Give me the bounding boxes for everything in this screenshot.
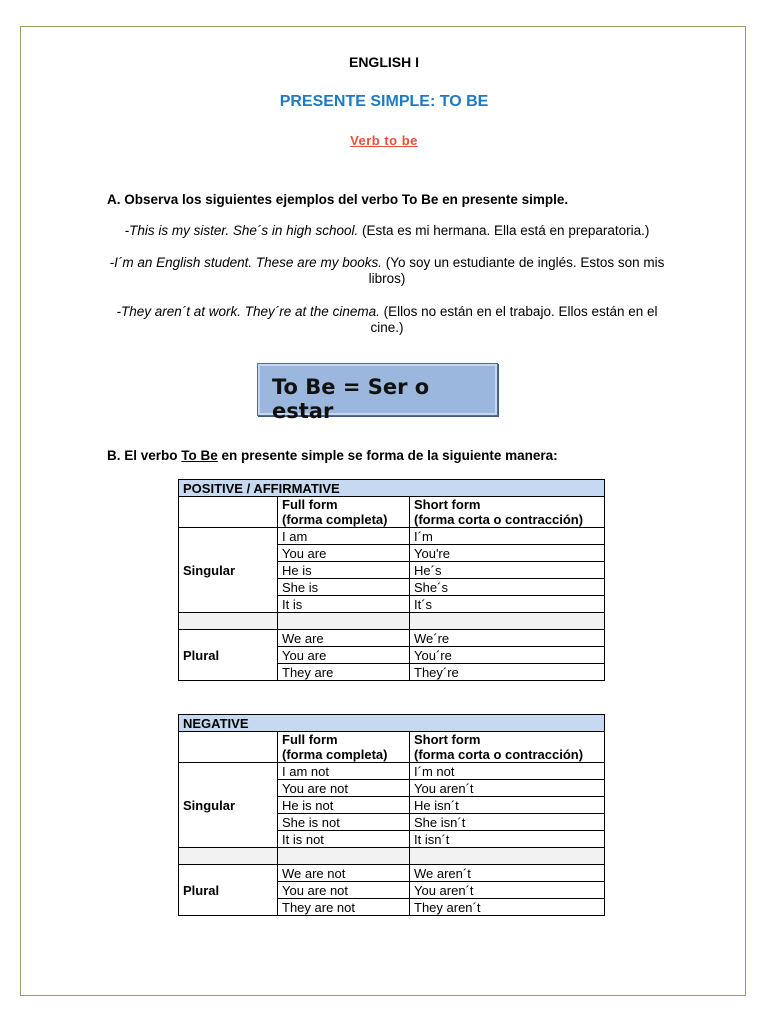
table-row [179,763,605,780]
example-2-english: -I´m an English student. These are my books. [109,255,382,270]
table-cell: They are not [278,899,410,916]
table-cell: I am [278,528,410,545]
table-cell: We are [278,630,410,647]
table-cell: It is [278,596,410,613]
table-cell: It´s [410,596,605,613]
table-row [179,528,605,545]
positive-table [178,479,605,681]
singular-label: Singular [179,763,278,848]
table-cell: They´re [410,664,605,681]
table-cell: They are [278,664,410,681]
table-header-row [179,480,605,497]
table-cell: You are not [278,882,410,899]
table-cell: We are not [278,865,410,882]
page-subtitle: Verb to be [350,133,418,148]
table-cell: I´m [410,528,605,545]
example-3-spanish: (Ellos no están en el trabajo. Ellos están en el cine.) [370,304,658,335]
callout-text: To Be = Ser o estar [272,375,430,423]
singular-label: Singular [179,528,278,613]
section-b-heading [107,448,558,463]
table-cell: It is not [278,831,410,848]
page-title: PRESENTE SIMPLE: TO BE [279,93,489,110]
column-header-row [179,732,605,763]
example-2-spanish: (Yo soy un estudiante de inglés. Estos son mis libros) [368,255,665,286]
full-form-header: Full form (forma completa) [278,497,410,528]
table-cell: She is not [278,814,410,831]
table-cell: You are [278,545,410,562]
spacer-row [179,848,605,865]
example-1 [107,223,667,239]
full-form-header: Full form (forma completa) [278,732,410,763]
table-cell: She´s [410,579,605,596]
table-cell: You aren´t [410,780,605,797]
plural-label: Plural [179,865,278,916]
table-cell: They aren´t [410,899,605,916]
section-b-key: To Be [181,448,218,463]
short-form-header: Short form (forma corta o contracción) [410,497,605,528]
table-cell: I am not [278,763,410,780]
example-2 [107,255,667,287]
table-row [179,630,605,647]
table-title: POSITIVE / AFFIRMATIVE [179,480,605,497]
section-a-heading: A. Observa los siguientes ejemplos del verbo To Be en presente simple. [107,192,569,207]
negative-table [178,714,605,916]
table-cell: He´s [410,562,605,579]
example-1-spanish: (Esta es mi hermana. Ella está en preparatoria.) [358,223,650,238]
table-cell: She isn´t [410,814,605,831]
column-header-row [179,497,605,528]
table-cell: We´re [410,630,605,647]
table-header-row [179,715,605,732]
to-be-callout [257,363,498,423]
table-cell: You are not [278,780,410,797]
table-title: NEGATIVE [179,715,605,732]
table-cell: You´re [410,647,605,664]
plural-label: Plural [179,630,278,681]
section-b-post: en presente simple se forma de la siguiente manera: [217,448,558,463]
example-1-english: -This is my sister. She´s in high school. [124,223,359,238]
table-cell: You are [278,647,410,664]
table-row [179,865,605,882]
section-b-pre: B. El verbo [107,448,182,463]
spacer-row [179,613,605,630]
table-cell: He is not [278,797,410,814]
table-cell: We aren´t [410,865,605,882]
table-cell: He isn´t [410,797,605,814]
table-cell: He is [278,562,410,579]
course-title: ENGLISH I [348,54,419,70]
table-cell: She is [278,579,410,596]
short-form-header: Short form (forma corta o contracción) [410,732,605,763]
table-cell: It isn´t [410,831,605,848]
table-cell: You're [410,545,605,562]
table-cell: You aren´t [410,882,605,899]
example-3-english: -They aren´t at work. They´re at the cinema. [116,304,380,319]
example-3 [107,304,667,336]
table-cell: I´m not [410,763,605,780]
